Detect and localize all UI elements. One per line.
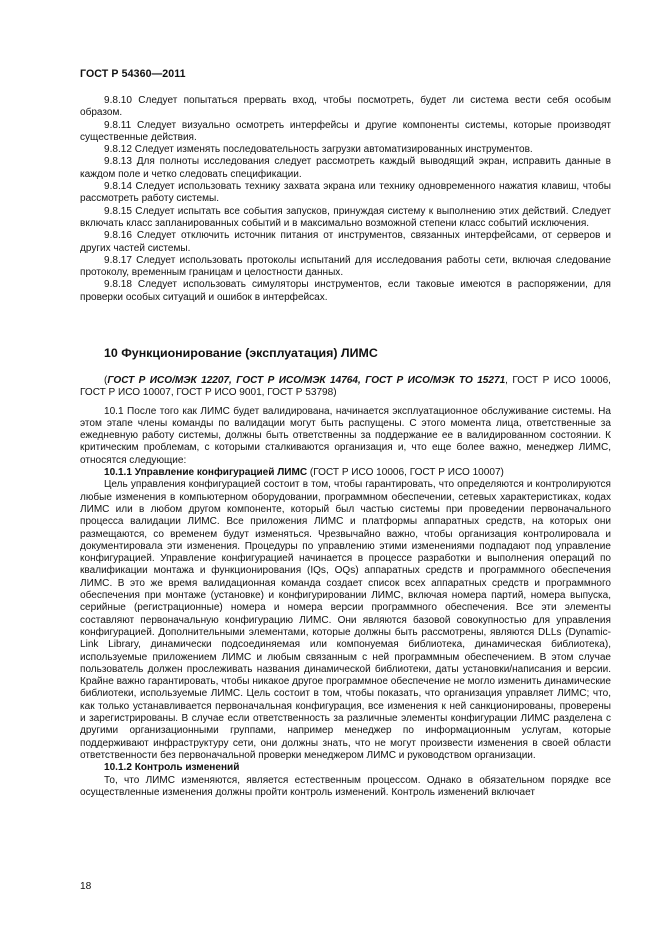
paragraph-9-8-17: 9.8.17 Следует использовать протоколы испытаний для исследования работы сети, включая следование протоколу, временным границам и целостности данных.: [80, 254, 611, 279]
refs-rest: , ГОСТ Р ИСО 10006, ГОСТ Р ИСО 10007, ГОСТ Р ИСО 9001, ГОСТ Р 53798): [80, 375, 611, 399]
page-number: 18: [80, 881, 92, 892]
paragraph-9-8-11: 9.8.11 Следует визуально осмотреть интерфейсы и другие компоненты системы, которые производят существенные действия.: [80, 119, 611, 143]
paragraph-9-8-13: 9.8.13 Для полноты исследования следует рассмотреть каждый выводящий экран, исправить данные в каждом поле и четко следовать спецификации.: [80, 156, 611, 180]
standards-references: [80, 375, 611, 400]
paragraph-9-8-14: 9.8.14 Следует использовать технику захвата экрана или технику одновременного нажатия клавиш, чтобы рассмотреть работу системы.: [80, 181, 611, 205]
paragraph-10-1-1-body: Цель управления конфигурацией состоит в том, чтобы гарантировать, что определяются и контролируются любые изменения в компьютерном оборудовании, программном обеспечении, сетевых характеристиках, кодах ЛИМС или в любом другом компоненте, который был частью системы при проведении первоначального процесса валидации ЛИМС. Все приложения ЛИМС и платформы аппаратных средств, на которых они размещаются, со временем будут изменяться. Чрезвычайно важно, чтобы организация контролировала и документировала эти изменения. Процедуры по управлению этими изменениями подпадают под управление конфигурацией. Управление конфигурацией начинается в процессе разработки и выполнения операций по квалификации монтажа и функционирования (IQs, OQs) аппаратных средств и программного обеспечения ЛИМС. В это же время валидационная команда создает список всех аппаратных средств и программного обеспечения при монтаже (установке) и конфигурировании ЛИМС, включая номера партий, номера выпуска, серийные (регистрационные) номера и номера версии программного обеспечения. Все эти элементы составляют первоначальную конфигурацию ЛИМС. Они являются базовой совокупностью для управления конфигурацией. Дополнительными элементами, которые должны быть рассмотрены, являются DLLs (Dynamic-Link Library, динамически подсоединяемая или компонуемая библиотека, динамическая библиотека), используемые приложением ЛИМС и любым связанным с ней программным обеспечением. В этом случае пользователь должен прослеживать названия динамической библиотеки, даты установки/написания и версии. Крайне важно гарантировать, чтобы никакое другое программное обеспечение не могло изменить динамические библиотеки, используемые ЛИМС. Цель состоит в том, чтобы показать, что организация управляет ЛИМС; что, как только устанавливается первоначальная конфигурация, все изменения к ней санкционированы, проверены и зарегистрированы. В случае если ответственность за различные элементы конфигурации ЛИМС разделена с другими организационными группами, например менеджер по информационным услугам, которые поддерживают инфраструктуру сети, они должны знать, что не могут произвести изменения в своей области ответственности без первоначальной проверки менеджером ЛИМС и руководством организации.: [80, 479, 611, 761]
section-9-8-items: [80, 95, 611, 304]
paragraph-9-8-10: 9.8.10 Следует попытаться прервать вход, чтобы посмотреть, будет ли система вести себя особым образом.: [80, 95, 611, 119]
paragraph-10-1-2-body: То, что ЛИМС изменяются, является естественным процессом. Однако в обязательном порядке все осуществленные изменения должны пройти контроль изменений. Контроль изменений включает: [80, 774, 611, 798]
subsection-10-1-1-refs: (ГОСТ Р ИСО 10006, ГОСТ Р ИСО 10007): [307, 467, 504, 479]
section-10-body: [80, 375, 611, 799]
paragraph-9-8-15: 9.8.15 Следует испытать все события запусков, принуждая систему к выполнению этих действий. Следует включать класс запланированных событий и в максимально возможной степени класс событий исключения.: [80, 205, 611, 229]
subsection-10-1-1-title: [80, 467, 611, 479]
refs-bold-italic: ГОСТ Р ИСО/МЭК 12207, ГОСТ Р ИСО/МЭК 14764, ГОСТ Р ИСО/МЭК ТО 15271: [107, 375, 506, 386]
section-10-heading: 10 Функционирование (эксплуатация) ЛИМС: [104, 346, 378, 360]
subsection-10-1-1-title-text: 10.1.1 Управление конфигурацией ЛИМС: [104, 467, 308, 479]
page-header-standard-id: ГОСТ Р 54360—2011: [80, 68, 186, 80]
paragraph-10-1: 10.1 После того как ЛИМС будет валидирована, начинается эксплуатационное обслуживание системы. На этом этапе члены команды по валидации могут быть распущены. С этого момента лица, ответственные за ежедневную работу системы, должны быть ответственны за поддержание ее в валидированном состоянии. К критическим проблемам, с которыми сталкиваются организация и, что еще более важно, менеджер ЛИМС, относятся следующие:: [80, 405, 611, 466]
paragraph-9-8-16: 9.8.16 Следует отключить источник питания от инструментов, связанных интерфейсами, от серверов и других частей системы.: [80, 230, 611, 254]
paragraph-9-8-18: 9.8.18 Следует использовать симуляторы инструментов, если таковые имеются в распоряжении, для проверки особых ситуаций и ошибок в интерфейсах.: [80, 279, 611, 303]
refs-open-paren: (: [104, 375, 108, 386]
paragraph-9-8-12: 9.8.12 Следует изменять последовательность загрузки автоматизированных инструментов.: [104, 144, 533, 156]
subsection-10-1-2-title: 10.1.2 Контроль изменений: [104, 762, 240, 774]
